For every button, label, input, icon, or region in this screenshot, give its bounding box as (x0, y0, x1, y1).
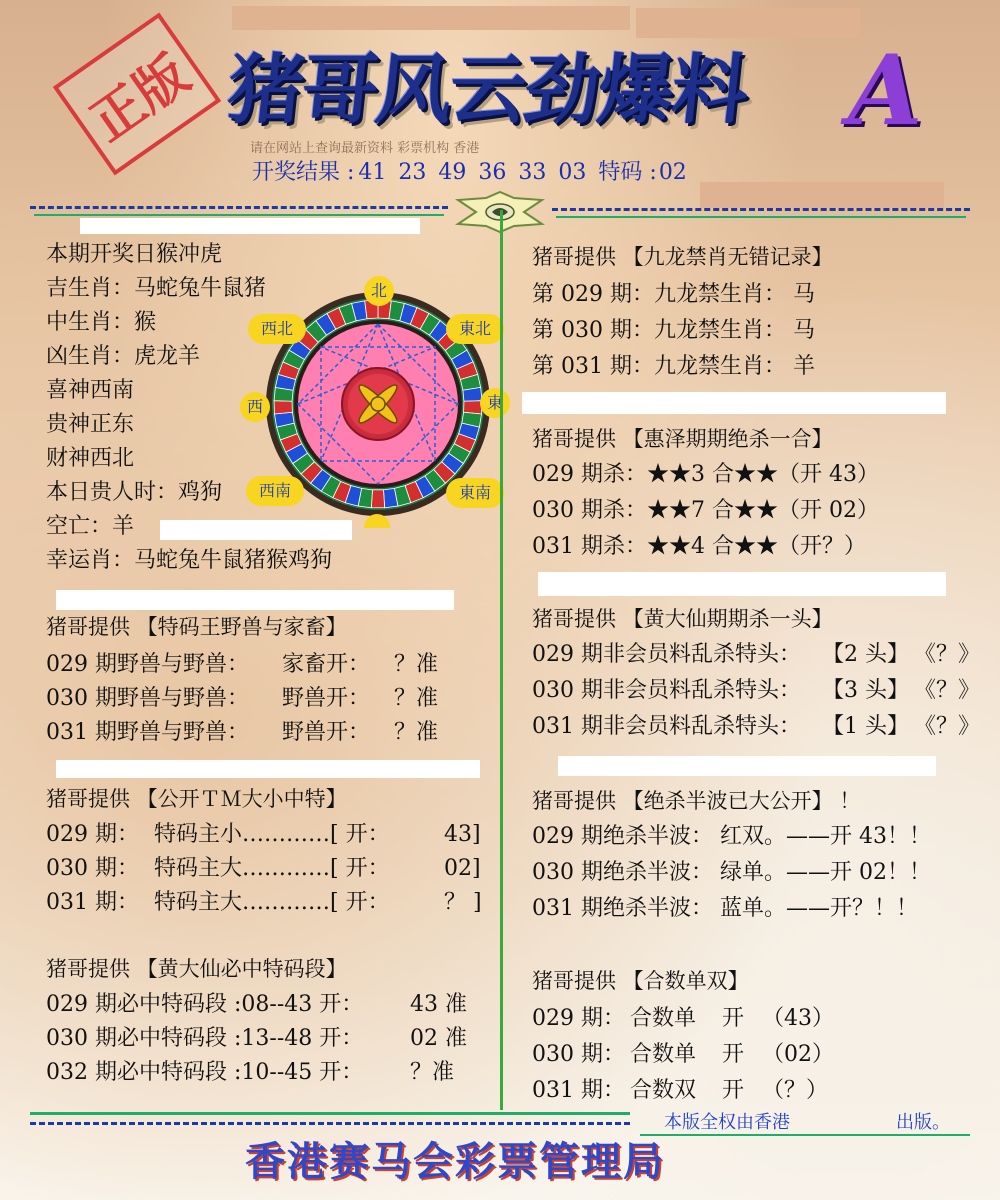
wheel-label-sw (246, 476, 304, 506)
right-cover-bar-3 (558, 756, 936, 776)
result-number: 33 (518, 160, 547, 185)
row-type: 合数单 (630, 1042, 697, 1067)
row-result: 【1 头】 (822, 714, 909, 739)
row-value: ？准 (394, 686, 439, 711)
row-open: 开 (722, 1042, 745, 1067)
section-title: 猪哥提供 【九龙禁肖无错记录】 (532, 245, 833, 269)
row-value: 《？》 (914, 678, 981, 703)
table-row (46, 888, 482, 918)
row-result: 特码主大…………[ 开： (154, 890, 390, 915)
table-row (532, 1076, 828, 1106)
result-number: 49 (438, 160, 467, 185)
top-divider-right (552, 208, 970, 211)
results-label: 开奖结果 : (252, 160, 355, 185)
table-row: 第 029 期：九龙禁生肖： 马 (532, 282, 815, 307)
section-title: 猪哥提供 【惠泽期期绝杀一合】 (532, 427, 833, 451)
section-title: 猪哥提供 【特码王野兽与家畜】 (46, 615, 347, 639)
almanac-line: 中生肖：猴 (46, 310, 157, 335)
row-period: 031 期野兽与野兽： (46, 720, 249, 745)
row-period: 030 期必中特码段 :13--48 开： (46, 1026, 364, 1051)
footer-title: 香港赛马会彩票管理局 (245, 1139, 665, 1185)
almanac-line: 喜神西南 (46, 378, 135, 403)
wheel-label-east (480, 388, 510, 418)
table-row (46, 718, 438, 748)
table-row (46, 650, 438, 680)
row-value: ？准 (394, 652, 439, 677)
row-result: 特码主小…………[ 开： (154, 822, 390, 847)
result-number: 03 (558, 160, 587, 185)
row-value: （02） (762, 1042, 834, 1067)
result-number: 41 (358, 160, 387, 185)
table-row (46, 1058, 454, 1088)
section-title: 猪哥提供 【绝杀半波已大公开】 ！ (532, 789, 861, 813)
row-value: ？准 (410, 1060, 455, 1085)
top-divider-left (30, 206, 448, 209)
copyright-end: 出版。 (896, 1112, 950, 1133)
row-open: 开 (722, 1006, 745, 1031)
table-row (532, 676, 980, 706)
row-period: 029 期野兽与野兽： (46, 652, 249, 677)
table-row (532, 712, 980, 742)
row-period: 032 期必中特码段 :10--45 开： (46, 1060, 364, 1085)
result-number: 23 (398, 160, 427, 185)
row-value: ？准 (394, 720, 439, 745)
row-type: 合数双 (630, 1078, 697, 1103)
row-period: 029 期： (46, 822, 139, 847)
table-row: 第 030 期：九龙禁生肖： 马 (532, 318, 815, 343)
wheel-label-se (446, 478, 504, 508)
bottom-divider-blue (30, 1122, 630, 1125)
wheel-label-ne (446, 314, 504, 344)
wheel-label-west (240, 392, 270, 422)
wheel-label-text: 北 (370, 281, 387, 300)
table-row: 029 期绝杀半波： 红双。——开 43！！ (532, 824, 931, 849)
row-result: 家畜开： (282, 652, 371, 677)
faint-note: 请在网站上查询最新资料 彩票机构 香港 (250, 141, 480, 155)
almanac-line: 本期开奖日猴冲虎 (46, 242, 223, 267)
row-type: 合数单 (630, 1006, 697, 1031)
row-value: ？ ] (444, 890, 482, 915)
bottom-divider-green (30, 1112, 630, 1115)
wheel-segment (371, 490, 384, 508)
row-value: 02 准 (410, 1026, 467, 1051)
almanac-line: 空亡：羊 (46, 514, 135, 539)
wheel-label-text: 東 (486, 393, 503, 412)
top-divider-left-green (34, 214, 444, 216)
top-divider-right-green (556, 216, 966, 218)
row-result: 【3 头】 (822, 678, 909, 703)
section-title: 猪哥提供 【黄大仙必中特码段】 (46, 957, 347, 981)
table-row (532, 640, 980, 670)
table-row: 030 期杀：★★7 合★★（开 02） (532, 498, 879, 523)
column-divider (500, 210, 503, 1110)
wheel-segment (274, 401, 292, 414)
table-row: 第 031 期：九龙禁生肖： 羊 (532, 354, 815, 379)
row-period: 029 期： (532, 1006, 625, 1031)
row-result: 特码主大…………[ 开： (154, 856, 390, 881)
almanac-line: 吉生肖：马蛇兔牛鼠猪 (46, 276, 267, 301)
table-row (532, 1040, 834, 1070)
special-number: 02 (658, 160, 687, 185)
row-value: （？） (762, 1078, 829, 1103)
table-row: 031 期绝杀半波： 蓝单。——开？！！ (532, 896, 918, 921)
wheel-label-nw (248, 314, 306, 344)
section-title: 猪哥提供 【黄大仙期期杀一头】 (532, 607, 833, 631)
edition-badge: A (848, 34, 923, 147)
top-cover-bar-left (232, 6, 630, 30)
result-number: 36 (478, 160, 507, 185)
row-period: 030 期： (532, 1042, 625, 1067)
special-label: 特码 : (598, 160, 657, 185)
row-period: 031 期非会员料乱杀特头： (532, 714, 801, 739)
row-value: 02] (444, 856, 481, 881)
row-period: 031 期： (532, 1078, 625, 1103)
row-value: 《？》 (914, 642, 981, 667)
row-period: 030 期： (46, 856, 139, 881)
almanac-line: 本日贵人时：鸡狗 (46, 480, 223, 505)
wheel-label-text: 東南 (458, 483, 491, 502)
table-row (46, 854, 481, 884)
left-cover-bar-4 (56, 760, 480, 778)
table-row (46, 990, 467, 1020)
almanac-line: 财神西北 (46, 446, 135, 471)
row-result: 野兽开： (282, 720, 371, 745)
wheel-label-text: 西南 (258, 481, 291, 500)
row-result: 【2 头】 (822, 642, 909, 667)
wheel-label-north (364, 276, 394, 306)
table-row (46, 1024, 467, 1054)
row-value: 《？》 (914, 714, 981, 739)
left-cover-bar-2 (160, 520, 352, 540)
row-value: 43] (444, 822, 481, 847)
table-row (46, 684, 438, 714)
wheel-label-text: 西北 (260, 319, 293, 338)
left-cover-bar-1 (80, 218, 420, 234)
row-period: 030 期非会员料乱杀特头： (532, 678, 801, 703)
table-row (46, 820, 481, 850)
right-cover-bar-1 (522, 392, 946, 414)
row-result: 野兽开： (282, 686, 371, 711)
page-title: 猪哥风云劲爆料 (223, 45, 751, 134)
row-period: 029 期非会员料乱杀特头： (532, 642, 801, 667)
wheel-label-text: 東北 (458, 319, 491, 338)
copyright-text: 本版全权由香港 (664, 1112, 790, 1133)
row-period: 030 期野兽与野兽： (46, 686, 249, 711)
left-cover-bar-3 (56, 590, 454, 610)
row-value: （43） (762, 1006, 834, 1031)
genuine-stamp: 正版 (53, 12, 221, 175)
row-open: 开 (722, 1078, 745, 1103)
wheel-segment (463, 387, 482, 401)
row-period: 029 期必中特码段 :08--43 开： (46, 992, 364, 1017)
draw-results (252, 155, 699, 187)
row-value: 43 准 (410, 992, 467, 1017)
table-row: 029 期杀：★★3 合★★（开 43） (532, 462, 879, 487)
section-title: 猪哥提供 【公开ＴＭ大小中特】 (46, 787, 347, 811)
table-row: 031 期杀：★★4 合★★（开？） (532, 534, 866, 559)
section-title: 猪哥提供 【合数单双】 (532, 969, 749, 993)
results-cover-bar (700, 182, 944, 208)
almanac-line: 贵神正东 (46, 412, 135, 437)
table-row (532, 1004, 834, 1034)
almanac-line: 幸运肖：马蛇兔牛鼠猪猴鸡狗 (46, 548, 333, 573)
table-row: 030 期绝杀半波： 绿单。——开 02！！ (532, 860, 931, 885)
almanac-line: 凶生肖：虎龙羊 (46, 344, 201, 369)
right-cover-bar-2 (538, 572, 946, 596)
wheel-label-text: 西 (246, 397, 263, 416)
row-period: 031 期： (46, 890, 139, 915)
